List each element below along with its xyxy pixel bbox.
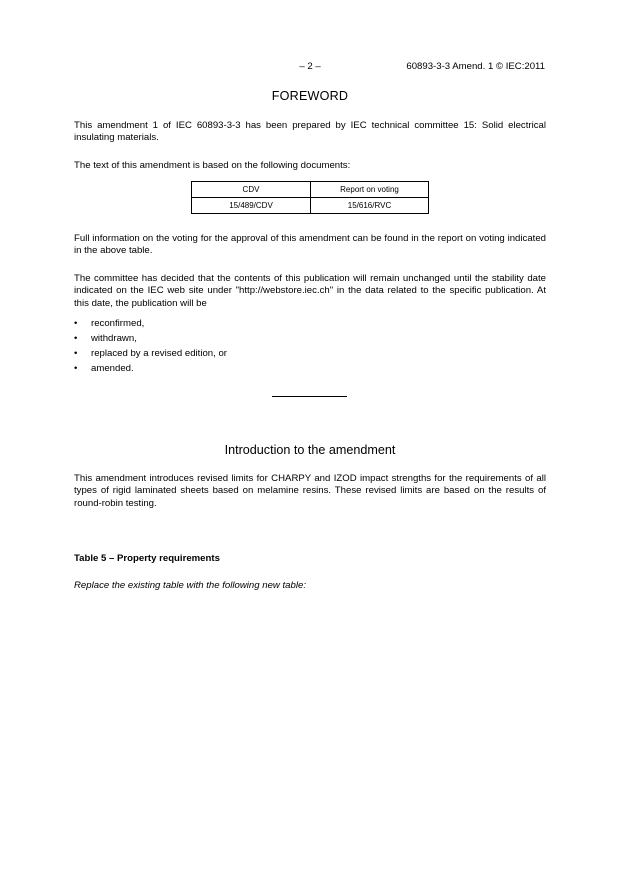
list-item-text: amended. (91, 363, 134, 374)
table-header-row (192, 182, 429, 198)
list-item (74, 333, 546, 348)
list-item (74, 348, 546, 363)
table-5-heading: Table 5 – Property requirements (74, 553, 220, 564)
publication-status-list (74, 318, 546, 378)
table-row (192, 198, 429, 214)
bullet-icon: • (74, 348, 78, 359)
foreword-paragraph-3: Full information on the voting for the approval of this amendment can be found in the report on voting indicated in the above table. (74, 233, 546, 257)
foreword-title: FOREWORD (271, 89, 349, 103)
list-item (74, 318, 546, 333)
table-cell-rvc: 15/616/RVC (311, 198, 429, 214)
bullet-icon: • (74, 318, 78, 329)
bullet-icon: • (74, 363, 78, 374)
bullet-icon: • (74, 333, 78, 344)
table-cell-cdv: 15/489/CDV (192, 198, 311, 214)
table-5-instruction: Replace the existing table with the following new table: (74, 580, 306, 591)
table-header-cdv: CDV (192, 182, 311, 198)
foreword-paragraph-2: The text of this amendment is based on the following documents: (74, 160, 351, 171)
list-item-text: withdrawn, (91, 333, 137, 344)
foreword-paragraph-4: The committee has decided that the contents of this publication will remain unchanged until the stability date indicated on the IEC web site under "http://webstore.iec.ch" in the data related to the specific publication. At this date, the publication will be (74, 273, 546, 309)
list-item-text: reconfirmed, (91, 318, 145, 329)
section-divider (272, 396, 347, 397)
introduction-paragraph: This amendment introduces revised limits for CHARPY and IZOD impact strengths for the requirements of all types of rigid laminated sheets based on melamine resins. These revised limits are based on the results of round-robin testing. (74, 473, 546, 509)
list-item (74, 363, 546, 378)
page-number: – 2 – (299, 61, 321, 72)
voting-documents-table (191, 181, 429, 214)
table-header-report: Report on voting (311, 182, 429, 198)
list-item-text: replaced by a revised edition, or (91, 348, 227, 359)
document-reference: 60893-3-3 Amend. 1 © IEC:2011 (406, 61, 545, 72)
foreword-paragraph-1: This amendment 1 of IEC 60893-3-3 has been prepared by IEC technical committee 15: Solid electrical insulating materials. (74, 120, 546, 144)
introduction-title: Introduction to the amendment (224, 443, 396, 457)
